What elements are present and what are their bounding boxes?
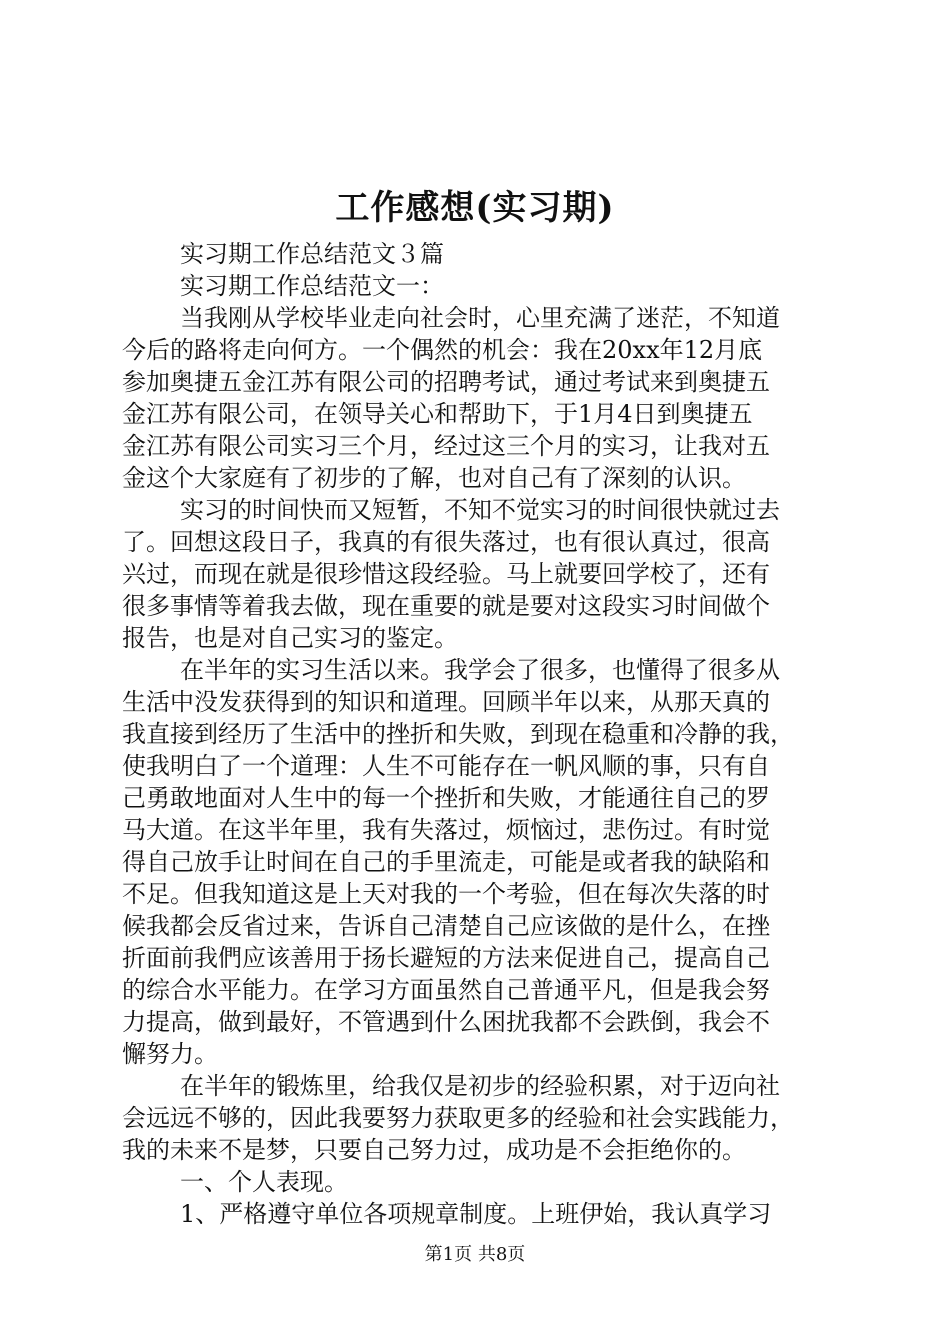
body-text-line: 折面前我們应该善用于扬长避短的方法来促进自己，提高自己	[122, 944, 770, 972]
body-text-line: 1、严格遵守单位各项规章制度。上班伊始，我认真学习	[180, 1200, 772, 1228]
body-text-line: 马大道。在这半年里，我有失落过，烦恼过，悲伤过。有时觉	[122, 816, 770, 844]
body-text-line: 使我明白了一个道理：人生不可能存在一帆风顺的事，只有自	[122, 752, 770, 780]
body-text-line: 我直接到经历了生活中的挫折和失败，到现在稳重和冷静的我，	[122, 720, 794, 748]
body-text-line: 会远远不够的，因此我要努力获取更多的经验和社会实践能力，	[122, 1104, 794, 1132]
body-text-line: 懈努力。	[122, 1040, 218, 1068]
body-text-line: 金江苏有限公司，在领导关心和帮助下，于1月4日到奥捷五	[122, 400, 753, 428]
body-text-line: 实习期工作总结范文３篇	[180, 240, 444, 268]
body-text-line: 实习期工作总结范文一：	[180, 272, 444, 300]
body-text-line: 金江苏有限公司实习三个月，经过这三个月的实习，让我对五	[122, 432, 770, 460]
body-text-line: 力提高，做到最好，不管遇到什么困扰我都不会跌倒，我会不	[122, 1008, 770, 1036]
body-text-line: 很多事情等着我去做，现在重要的就是要对这段实习时间做个	[122, 592, 770, 620]
body-text-line: 的综合水平能力。在学习方面虽然自己普通平凡，但是我会努	[122, 976, 770, 1004]
document-body	[122, 238, 834, 1230]
body-text-line: 在半年的实习生活以来。我学会了很多，也懂得了很多从	[180, 656, 780, 684]
body-text-line: 不足。但我知道这是上天对我的一个考验，但在每次失落的时	[122, 880, 770, 908]
body-text-line: 当我刚从学校毕业走向社会时，心里充满了迷茫，不知道	[180, 304, 780, 332]
body-text-line: 生活中没发获得到的知识和道理。回顾半年以来，从那天真的	[122, 688, 770, 716]
body-text-line: 报告，也是对自己实习的鉴定。	[122, 624, 458, 652]
page-number-footer: 第1页 共8页	[424, 1244, 526, 1265]
body-text-line: 实习的时间快而又短暂，不知不觉实习的时间很快就过去	[180, 496, 780, 524]
body-text-line: 己勇敢地面对人生中的每一个挫折和失败，才能通往自己的罗	[122, 784, 770, 812]
body-text-line: 金这个大家庭有了初步的了解，也对自己有了深刻的认识。	[122, 464, 746, 492]
body-text-line: 一、个人表现。	[180, 1168, 348, 1196]
body-text-line: 兴过，而现在就是很珍惜这段经验。马上就要回学校了，还有	[122, 560, 770, 588]
body-text-line: 得自己放手让时间在自己的手里流走，可能是或者我的缺陷和	[122, 848, 770, 876]
body-text-line: 在半年的锻炼里，给我仅是初步的经验积累，对于迈向社	[180, 1072, 780, 1100]
body-text-line: 我的未来不是梦，只要自己努力过，成功是不会拒绝你的。	[122, 1136, 746, 1164]
body-text-line: 了。回想这段日子，我真的有很失落过，也有很认真过，很高	[122, 528, 770, 556]
body-text-line: 参加奥捷五金江苏有限公司的招聘考试，通过考试来到奥捷五	[122, 368, 770, 396]
body-text-line: 今后的路将走向何方。一个偶然的机会：我在20xx年12月底	[122, 336, 763, 364]
body-text-line: 候我都会反省过来，告诉自己清楚自己应该做的是什么，在挫	[122, 912, 770, 940]
document-title: 工作感想(实习期)	[335, 188, 615, 228]
